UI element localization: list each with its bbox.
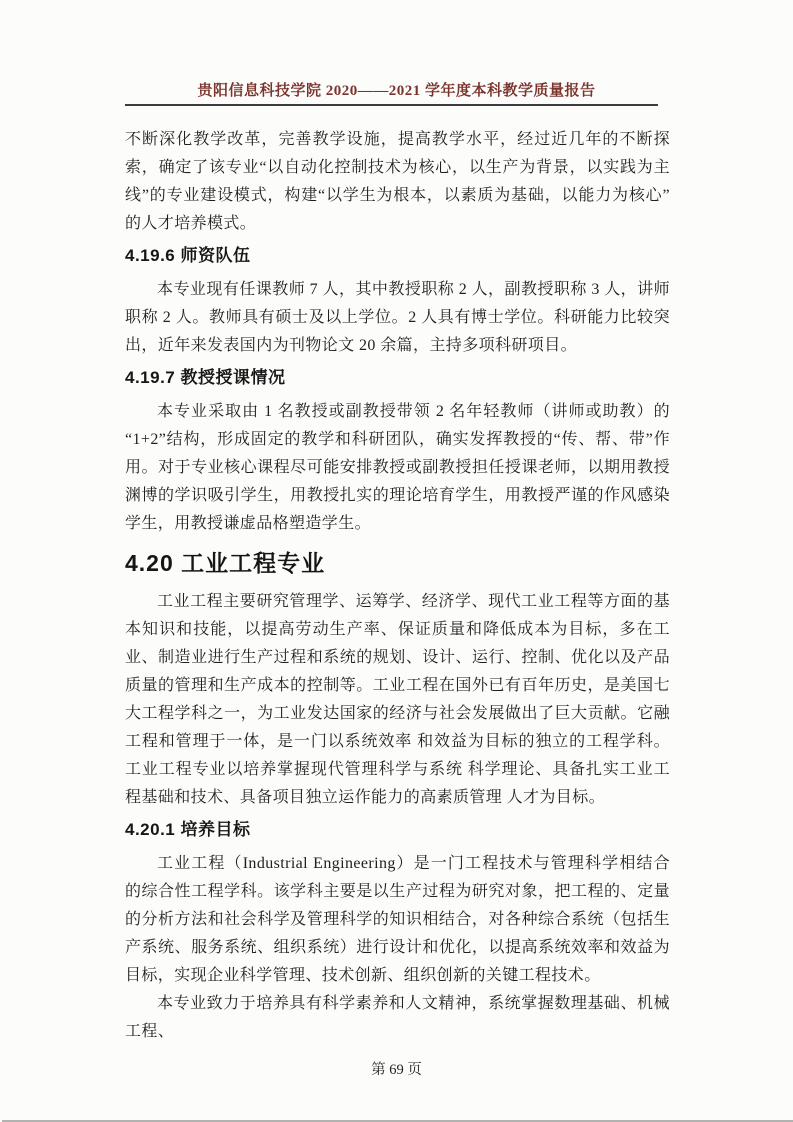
section-4-19-7-paragraph: 本专业采取由 1 名教授或副教授带领 2 名年轻教师（讲师或助教）的“1+2”结构，形成固定的教学和科研团队，确实发挥教授的“传、帮、带”作用。对于专业核心课程尽可能安排教授或副教授担任授课老师，以期用教授渊博的学识吸引学生，用教授扎实的理论培育学生，用教授严谨的作风感染学生，用教授谦虚品格塑造学生。 bbox=[125, 403, 670, 532]
page-header bbox=[0, 0, 793, 106]
header-rule bbox=[125, 104, 658, 106]
intro-paragraph: 不断深化教学改革，完善教学设施，提高教学水平，经过近几年的不断探索，确定了该专业“以自动化控制技术为核心，以生产为背景，以实践为主线”的专业建设模式，构建“以学生为根本，以素质为基础，以能力为核心”的人才培养模式。 bbox=[125, 131, 670, 232]
chapter-heading-4-20: 4.20 工业工程专业 bbox=[125, 550, 326, 576]
section-heading-4-19-7: 4.19.7 教授授课情况 bbox=[125, 368, 286, 387]
section-4-20-1-paragraph-2: 本专业致力于培养具有科学素养和人文精神，系统掌握数理基础、机械工程、 bbox=[125, 995, 670, 1040]
section-4-19-6-paragraph: 本专业现有任课教师 7 人，其中教授职称 2 人，副教授职称 3 人，讲师职称 2 人。教师具有硕士及以上学位。2 人具有博士学位。科研能力比较突出，近年来发表国内为刊物论文 20 余篇，主持多项科研项目。 bbox=[125, 281, 670, 354]
page-footer bbox=[0, 1060, 793, 1080]
section-4-20-1-paragraph-1: 工业工程（Industrial Engineering）是一门工程技术与管理科学相结合的综合性工程学科。该学科主要是以生产过程为研究对象，把工程的、定量的分析方法和社会科学及管理科学的知识相结合，对各种综合系统（包括生产系统、服务系统、组织系统）进行设计和优化，以提高系统效率和效益为目标，实现企业科学管理、技术创新、组织创新的关键工程技术。 bbox=[125, 855, 670, 984]
report-header-title: 贵阳信息科技学院 2020——2021 学年度本科教学质量报告 bbox=[197, 83, 596, 99]
page-number: 第 69 页 bbox=[371, 1062, 422, 1078]
section-4-20-paragraph: 工业工程主要研究管理学、运筹学、经济学、现代工业工程等方面的基本知识和技能，以提高劳动生产率、保证质量和降低成本为目标，多在工业、制造业进行生产过程和系统的规划、设计、运行、控制、优化以及产品质量的管理和生产成本的控制等。工业工程在国外已有百年历史，是美国七大工程学科之一，为工业发达国家的经济与社会发展做出了巨大贡献。它融工程和管理于一体，是一门以系统效率 和效益为目标的独立的工程学科。工业工程专业以培养掌握现代管理科学与系统 科学理论、具备扎实工业工程基础和技术、具备项目独立运作能力的高素质管理 人才为目标。 bbox=[125, 593, 670, 806]
section-heading-4-20-1: 4.20.1 培养目标 bbox=[125, 820, 251, 839]
page-body bbox=[125, 126, 670, 1046]
section-heading-4-19-6: 4.19.6 师资队伍 bbox=[125, 246, 251, 265]
